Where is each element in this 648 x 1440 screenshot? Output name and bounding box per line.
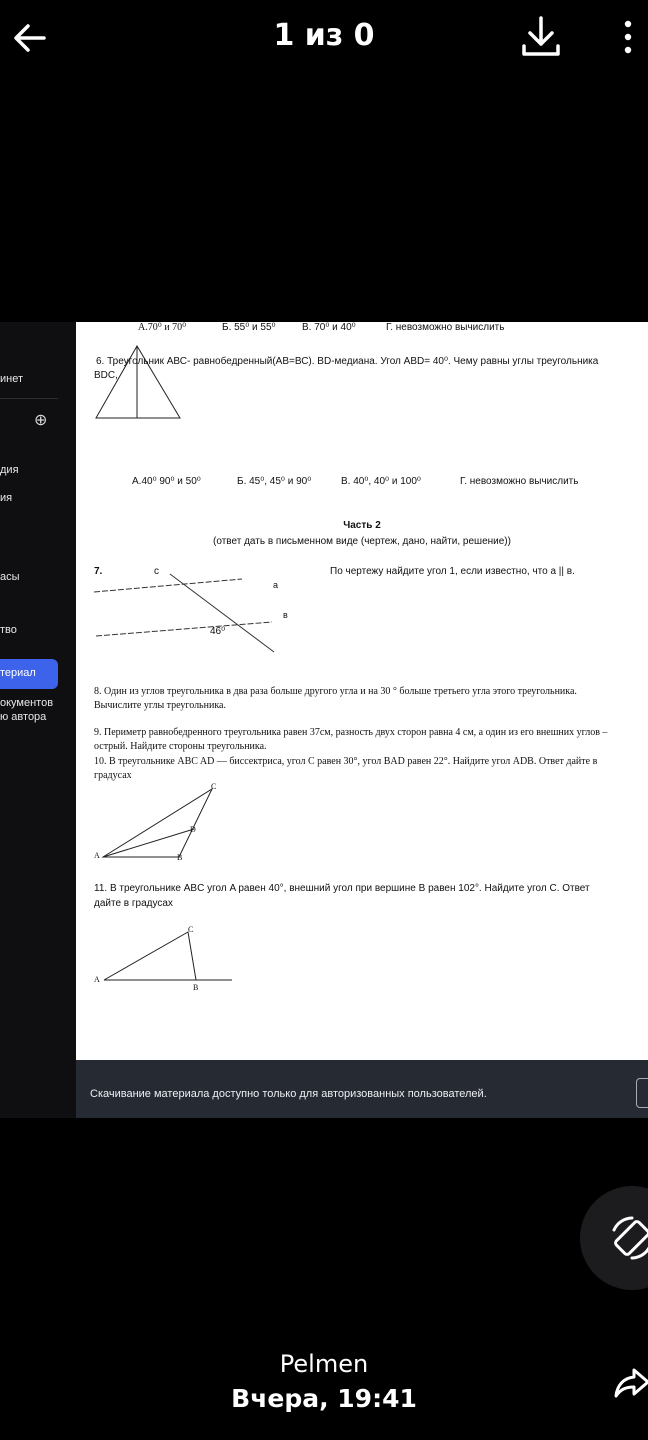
site-sidebar — [0, 322, 76, 1118]
sidebar-item: ия — [0, 492, 13, 504]
question-text: 6. Треугольник АВС- равнобедренный(АВ=ВС). ВD-медиана. Угол АВD= 40⁰. Чему равны углы треугольника — [96, 356, 599, 367]
question-text: 9. Периметр равнобедренного треугольника равен 37см, разность двух сторон равна 4 см, а один из его внешних углов – — [94, 727, 608, 738]
question-text: По чертежу найдите угол 1, если известно, что а || в. — [330, 566, 575, 577]
more-vertical-icon — [612, 16, 642, 60]
sender-name: Pelmen — [279, 1350, 369, 1378]
diagram-label: в — [283, 610, 288, 620]
question-text: 10. В треугольнике ABC AD — биссектриса, угол C равен 30°, угол BAD равен 22°. Найдите угол ADB. Ответ дайте в — [94, 756, 598, 767]
download-icon — [516, 12, 566, 62]
page-counter: 1 из 0 — [273, 18, 375, 53]
more-options-button[interactable] — [612, 16, 642, 60]
diagram-label: A — [94, 851, 100, 860]
section-subtitle: (ответ дать в письменном виде (чертеж, дано, найти, решение)) — [213, 536, 511, 547]
share-icon — [612, 1362, 648, 1402]
attached-screenshot — [0, 322, 648, 1118]
sidebar-item: асы — [0, 571, 20, 583]
download-button[interactable] — [516, 12, 566, 62]
sidebar-item: окументов — [0, 697, 54, 709]
section-title: Часть 2 — [343, 520, 381, 531]
triangle-diagram-q11 — [104, 932, 232, 980]
notice-button — [636, 1078, 648, 1108]
sidebar-item: ю автора — [0, 711, 47, 723]
question-text: 11. В треугольнике ABC угол A равен 40°, внешний угол при вершине B равен 102°. Найдите угол C. Ответ — [94, 883, 590, 894]
sidebar-item-label: териал — [0, 667, 36, 679]
sidebar-item: тво — [0, 624, 17, 636]
sidebar-divider — [0, 398, 58, 399]
triangle-diagram-q10 — [103, 789, 212, 857]
question-text: BDC, — [94, 370, 118, 381]
question-text: градусах — [94, 770, 132, 781]
answer-option: А.70⁰ и 70⁰ — [138, 322, 187, 333]
diagram-label: D — [190, 825, 196, 834]
diagram-label: а — [273, 580, 279, 590]
question-text: Вычислите углы треугольника. — [94, 700, 226, 711]
answer-option: В. 40⁰, 40⁰ и 100⁰ — [341, 476, 421, 487]
answer-option: А.40⁰ 90⁰ и 50⁰ — [132, 476, 201, 487]
message-time: Вчера, 19:41 — [231, 1384, 417, 1413]
rotate-screen-icon — [602, 1208, 648, 1268]
question-text: острый. Найдите стороны треугольника. — [94, 741, 267, 752]
notice-text: Скачивание материала доступно только для авторизованных пользователей. — [90, 1088, 487, 1100]
question-text: дайте в градусах — [94, 898, 173, 909]
question-text: 8. Один из углов треугольника в два раза больше другого угла и на 30 ° больше третьего угла этого треугольника. — [94, 686, 577, 697]
diagram-label: C — [211, 782, 217, 791]
rotate-button[interactable] — [580, 1186, 648, 1290]
sidebar-item: дия — [0, 464, 19, 476]
answer-option: Г. невозможно вычислить — [460, 476, 579, 487]
diagram-label: A — [94, 975, 100, 984]
share-button[interactable] — [612, 1362, 648, 1402]
answer-option: В. 70⁰ и 40⁰ — [302, 322, 356, 333]
answer-option: Г. невозможно вычислить — [386, 322, 505, 333]
answer-option: Б. 55⁰ и 55⁰ — [222, 322, 276, 333]
viewer-top-bar — [0, 0, 648, 76]
diagram-label: 46⁰ — [210, 626, 226, 637]
answer-option: Б. 45⁰, 45⁰ и 90⁰ — [237, 476, 312, 487]
diagram-label: C — [188, 925, 194, 934]
plus-circle-icon: ⊕ — [34, 412, 48, 429]
diagram-label: B — [193, 983, 199, 992]
sidebar-item: инет — [0, 373, 24, 385]
question-number: 7. — [94, 566, 103, 577]
document-page — [76, 322, 648, 1060]
auth-notice-bar — [76, 1060, 648, 1118]
diagram-label: с — [154, 566, 159, 577]
diagram-label: B — [177, 853, 183, 862]
parallel-lines-diagram-q7 — [94, 574, 274, 652]
sidebar-item-active — [0, 659, 58, 689]
